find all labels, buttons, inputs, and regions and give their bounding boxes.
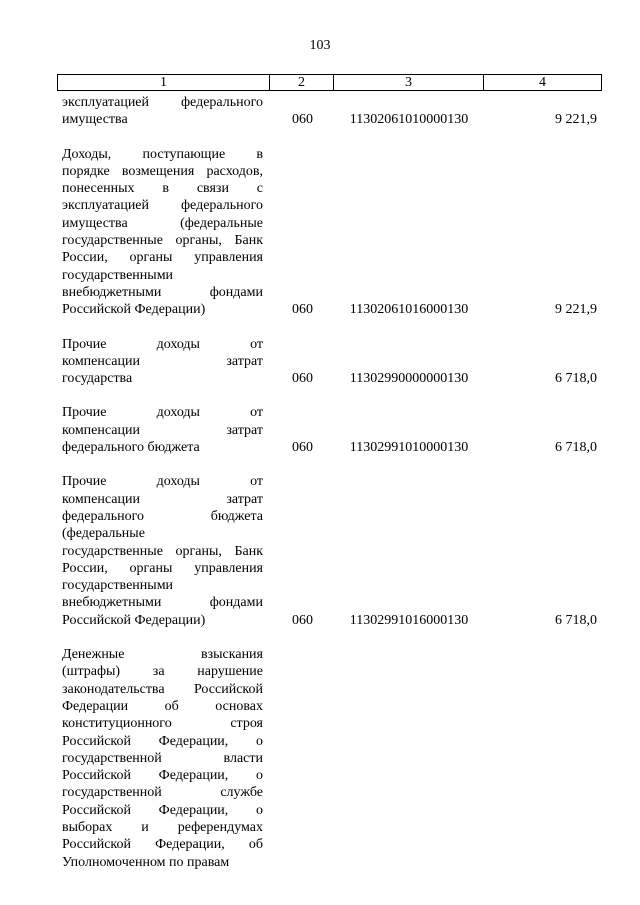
header-col-2: 2: [269, 75, 333, 90]
revenue-name-line: законодательства Российской: [62, 681, 263, 697]
table-row: [62, 473, 602, 629]
revenue-name-line: имущества (федеральные: [62, 215, 263, 231]
admin-code: 060: [292, 371, 313, 387]
admin-code: 060: [292, 302, 313, 318]
table-row: [62, 146, 602, 319]
revenue-name-line: эксплуатацией федерального: [62, 95, 263, 110]
revenue-name-line: Российской Федерации): [62, 302, 206, 318]
budget-classification-code: 11302061016000130: [349, 302, 469, 318]
amount-value: 6 718,0: [555, 371, 597, 387]
revenue-name-line: государственной власти: [62, 750, 263, 766]
revenue-name-line: Прочие доходы от: [62, 405, 263, 421]
revenue-name-line: Российской Федерации, о: [62, 802, 263, 818]
header-col-4: 4: [483, 75, 601, 90]
budget-classification-code: 11302991010000130: [349, 440, 469, 456]
table-row: [62, 404, 602, 456]
revenue-name-line: внебюджетными фондами: [62, 284, 263, 300]
revenue-name-line: Доходы, поступающие в: [62, 146, 263, 162]
revenue-name: [62, 94, 263, 129]
revenue-name-line: России, органы управления: [62, 250, 263, 266]
revenue-name-line: Уполномоченном по правам: [62, 854, 230, 870]
revenue-name: [62, 146, 263, 319]
revenue-name: [62, 336, 263, 388]
revenue-name-line: компенсации затрат: [62, 491, 263, 507]
header-col-1: 1: [160, 75, 167, 90]
revenue-name-line: Российской Федерации, о: [62, 733, 263, 749]
revenue-name-line: Российской Федерации, об: [62, 837, 263, 853]
admin-code: 060: [292, 112, 313, 128]
revenue-name-line: понесенных в связи с: [62, 181, 263, 197]
revenue-name-line: внебюджетными фондами: [62, 595, 263, 611]
page-number: 103: [309, 38, 331, 53]
revenue-name-line: федерального бюджета: [62, 440, 200, 456]
revenue-name-line: эксплуатацией федерального: [62, 198, 263, 214]
admin-code: 060: [292, 612, 313, 628]
budget-classification-code: 11302990000000130: [349, 371, 469, 387]
revenue-name-line: Федерации об основах: [62, 698, 263, 714]
budget-classification-code: 11302061010000130: [349, 112, 469, 128]
revenue-name-line: государственные органы, Банк: [62, 233, 263, 249]
revenue-name: [62, 404, 263, 456]
revenue-name-line: конституционного строя: [62, 716, 263, 732]
revenue-name-line: компенсации затрат: [62, 422, 263, 438]
revenue-name: [62, 646, 263, 871]
table-row: [62, 94, 602, 129]
revenue-name-line: России, органы управления: [62, 560, 263, 576]
admin-code: 060: [292, 440, 313, 456]
revenue-name-line: государственные органы, Банк: [62, 543, 263, 559]
revenue-name-line: Прочие доходы от: [62, 474, 263, 490]
revenue-name-line: Российской Федерации): [62, 612, 206, 628]
revenue-name-line: Денежные взыскания: [62, 647, 263, 663]
revenue-name-line: компенсации затрат: [62, 353, 263, 369]
revenue-name-line: федерального бюджета: [62, 508, 263, 524]
revenue-name-line: (федеральные: [62, 526, 145, 542]
table-row: [62, 336, 602, 388]
revenue-name-line: государства: [62, 371, 133, 387]
revenue-name-line: имущества: [62, 112, 128, 128]
revenue-name-line: государственными: [62, 578, 174, 594]
revenue-name-line: Российской Федерации, о: [62, 768, 263, 784]
header-col-3: 3: [333, 75, 483, 90]
table-body: [62, 94, 602, 871]
amount-value: 6 718,0: [555, 612, 597, 628]
revenue-name-line: выборах и референдумах: [62, 819, 263, 835]
revenue-name-line: государственной службе: [62, 785, 263, 801]
table-row: [62, 646, 602, 871]
revenue-name-line: (штрафы) за нарушение: [62, 664, 263, 680]
revenue-name-line: порядке возмещения расходов,: [62, 163, 263, 179]
amount-value: 6 718,0: [555, 440, 597, 456]
amount-value: 9 221,9: [555, 112, 597, 128]
table-header: [57, 74, 602, 91]
revenue-name-line: государственными: [62, 267, 174, 283]
amount-value: 9 221,9: [555, 302, 597, 318]
revenue-name: [62, 473, 263, 629]
budget-classification-code: 11302991016000130: [349, 612, 469, 628]
revenue-name-line: Прочие доходы от: [62, 336, 263, 352]
